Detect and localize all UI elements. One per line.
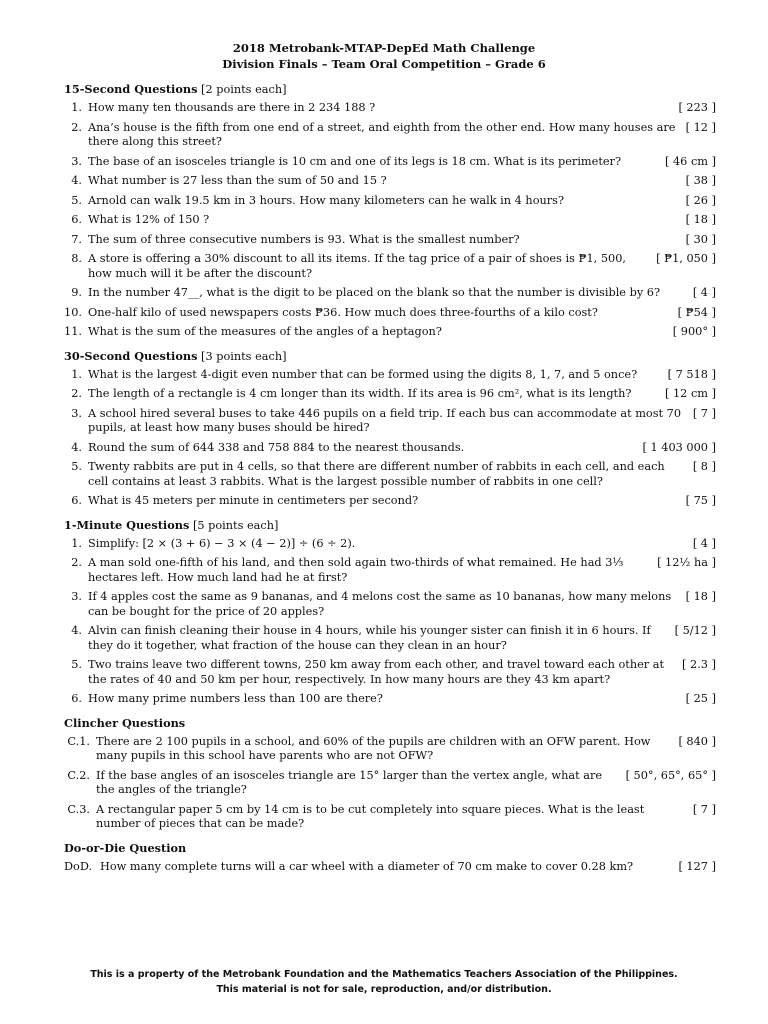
question-number: C.3. [67,802,90,816]
question-answer: [ 12 ] [685,120,716,134]
question-text: The base of an isosceles triangle is 10 cm and one of its legs is 18 cm. What is its perimeter? [88,154,622,168]
question-item [64,556,716,585]
question-answer: [ 12½ ha ] [657,556,716,569]
question-item [64,735,716,764]
question-text: How many ten thousands are there in 2 234 188 ? [88,101,376,114]
question-item [64,407,716,436]
question-answer: [ 223 ] [678,101,716,114]
question-body [88,325,716,340]
question-answer: [ 840 ] [678,734,716,748]
question-item [64,460,716,489]
question-number: 3. [71,154,82,168]
question-answer: [ 18 ] [685,590,716,603]
header-title: 2018 Metrobank-MTAP-DepEd Math Challenge [232,41,536,55]
question-number: 6. [71,213,82,226]
question-item [64,387,716,402]
question-body [88,213,716,228]
question-answer: [ 75 ] [685,494,716,507]
question-answer: [ ₱54 ] [677,305,716,319]
question-number: 1. [71,101,82,114]
question-number: 10. [64,305,82,319]
question-number: 11. [64,325,82,338]
question-item [64,155,716,170]
question-answer: [ 7 518 ] [667,367,716,381]
question-text: One-half kilo of used newspapers costs ₱36. How much does three-fourths of a kilo cost? [88,305,598,319]
question-body [88,306,716,321]
question-item [64,860,716,875]
question-text: Alvin can finish cleaning their house in 4 hours, while his younger sister can finish it in 6 hours. If they do it together, what fraction of the house can they clean in an hour? [88,624,651,652]
question-number: 2. [71,387,82,400]
question-answer: [ 38 ] [685,174,716,187]
question-answer: [ 46 cm ] [664,154,716,168]
header-subtitle: Division Finals – Team Oral Competition – Grade 6 [222,57,546,71]
question-body [88,441,716,456]
question-item [64,624,716,653]
question-body [88,460,716,489]
question-text: Round the sum of 644 338 and 758 884 to the nearest thousands. [88,440,465,454]
question-item [64,286,716,301]
question-body [88,174,716,189]
question-text: A store is offering a 30% discount to all its items. If the tag price of a pair of shoes is ₱1, 500, how much will it be after the discount? [88,252,626,280]
question-text: What is the sum of the measures of the angles of a heptagon? [88,325,442,338]
question-number: C.1. [67,734,90,748]
question-body [88,692,716,707]
question-item [64,692,716,707]
question-text: Two trains leave two different towns, 250 km away from each other, and travel toward each other at the rates of 40 and 50 km per hour, respectively. In how many hours are they 43 km apart? [88,658,665,686]
question-text: A man sold one-fifth of his land, and then sold again two-thirds of what remained. He had 3⅓ hectares left. How much land had he at first? [88,556,624,584]
question-body [88,368,716,383]
question-text: A rectangular paper 5 cm by 14 cm is to be cut completely into square pieces. What is the least number of pieces that can be made? [96,802,645,830]
question-number: 1. [71,536,82,550]
document-header [0,40,768,72]
question-answer: [ 2.3 ] [682,658,716,671]
question-number: 2. [71,120,82,134]
question-text: What is 12% of 150 ? [88,213,210,226]
question-answer: [ ₱1, 050 ] [656,252,716,265]
section-heading: 1-Minute Questions [64,517,190,532]
question-item [64,233,716,248]
question-text: The length of a rectangle is 4 cm longer than its width. If its area is 96 cm², what is its length? [88,387,632,400]
question-body [96,803,716,832]
question-body [88,387,716,402]
question-body [88,252,716,281]
question-text: Arnold can walk 19.5 km in 3 hours. How many kilometers can he walk in 4 hours? [88,193,565,207]
section-title [64,841,716,856]
question-text: What is 45 meters per minute in centimeters per second? [88,494,419,507]
question-number: 8. [71,252,82,265]
question-number: 3. [71,590,82,603]
question-body [88,121,716,150]
section-title [64,349,716,364]
section-points: [2 points each] [201,83,287,96]
question-number: C.2. [67,768,90,782]
question-number: 7. [71,232,82,246]
question-item [64,368,716,383]
question-text: Twenty rabbits are put in 4 cells, so that there are different number of rabbits in each cell, and each cell contains at least 3 rabbits. What is the largest possible number of rabbits in one cell? [88,460,665,488]
document-footer [0,967,768,997]
section-title [64,518,716,533]
question-answer: [ 127 ] [678,859,716,873]
question-text: In the number 47__, what is the digit to be placed on the blank so that the number is divisible by 6? [88,286,661,299]
question-answer: [ 30 ] [685,232,716,246]
question-answer: [ 25 ] [685,692,716,705]
question-number: 4. [71,440,82,454]
question-answer: [ 900° ] [672,325,716,338]
footer-line-2: This material is not for sale, reproduction, and/or distribution. [216,984,552,995]
question-body [88,658,716,687]
question-number: 4. [71,174,82,187]
question-body [88,155,716,170]
question-text: What is the largest 4-digit even number that can be formed using the digits 8, 1, 7, and 5 once? [88,367,638,381]
question-body [88,286,716,301]
question-answer: [ 7 ] [692,406,716,420]
question-answer: [ 5/12 ] [674,624,716,637]
question-text: Simplify: [2 × (3 + 6) − 3 × (4 − 2)] ÷ (6 ÷ 2). [88,536,356,550]
question-item [64,325,716,340]
question-item [64,494,716,509]
section-title [64,82,716,97]
question-body [88,194,716,209]
question-item [64,252,716,281]
question-text: If 4 apples cost the same as 9 bananas, and 4 melons cost the same as 10 bananas, how many melons can be bought for the price of 20 apples? [88,590,672,618]
question-number: 9. [71,286,82,299]
question-text: There are 2 100 pupils in a school, and 60% of the pupils are children with an OFW parent. How many pupils in this school have parents who are not OFW? [96,734,651,762]
section-title [64,716,716,731]
question-answer: [ 50°, 65°, 65° ] [625,768,716,782]
section-heading: 30-Second Questions [64,348,198,363]
question-text: Ana’s house is the fifth from one end of a street, and eighth from the other end. How many houses are there along this street? [88,120,676,148]
question-number: 5. [71,193,82,207]
question-text: The sum of three consecutive numbers is 93. What is the smallest number? [88,232,520,246]
question-answer: [ 8 ] [692,460,716,473]
question-body [88,407,716,436]
question-body [96,735,716,764]
question-body [100,860,716,875]
question-answer: [ 18 ] [685,213,716,226]
section-heading: Clincher Questions [64,715,186,730]
question-body [88,556,716,585]
question-answer: [ 4 ] [692,286,716,299]
question-text: How many prime numbers less than 100 are there? [88,692,383,705]
question-item [64,590,716,619]
question-number: 1. [71,367,82,381]
question-number: 5. [71,658,82,671]
question-item [64,769,716,798]
question-item [64,441,716,456]
question-number: 4. [71,624,82,637]
section-points: [5 points each] [192,518,279,532]
question-body [88,537,716,552]
question-answer: [ 4 ] [692,536,716,550]
question-body [96,769,716,798]
question-item [64,101,716,116]
question-text: What number is 27 less than the sum of 50 and 15 ? [88,174,387,187]
questions-content [64,82,716,879]
question-body [88,233,716,248]
question-number: DoD. [64,859,93,873]
question-answer: [ 7 ] [692,802,716,816]
section-points: [3 points each] [201,349,287,363]
question-item [64,213,716,228]
question-text: How many complete turns will a car wheel with a diameter of 70 cm make to cover 0.28 km? [100,859,634,873]
question-text: A school hired several buses to take 446 pupils on a field trip. If each bus can accommodate at most 70 pupils, at least how many buses should be hired? [88,406,682,434]
question-body [88,494,716,509]
footer-line-1: This is a property of the Metrobank Foundation and the Mathematics Teachers Association of the Philippines. [90,969,678,980]
question-answer: [ 1 403 000 ] [642,440,716,454]
section-heading: 15-Second Questions [64,82,198,96]
question-text: If the base angles of an isosceles triangle are 15° larger than the vertex angle, what are the angles of the triangle? [96,768,603,796]
question-item [64,121,716,150]
question-body [88,590,716,619]
question-number: 3. [71,406,82,420]
question-item [64,194,716,209]
question-answer: [ 26 ] [685,193,716,207]
question-number: 2. [71,556,82,569]
question-item [64,803,716,832]
question-body [88,101,716,116]
question-answer: [ 12 cm ] [664,387,716,400]
question-item [64,537,716,552]
question-body [88,624,716,653]
question-item [64,306,716,321]
question-item [64,174,716,189]
question-number: 6. [71,494,82,507]
question-number: 5. [71,460,82,473]
question-item [64,658,716,687]
question-number: 6. [71,692,82,705]
section-heading: Do-or-Die Question [64,840,187,855]
